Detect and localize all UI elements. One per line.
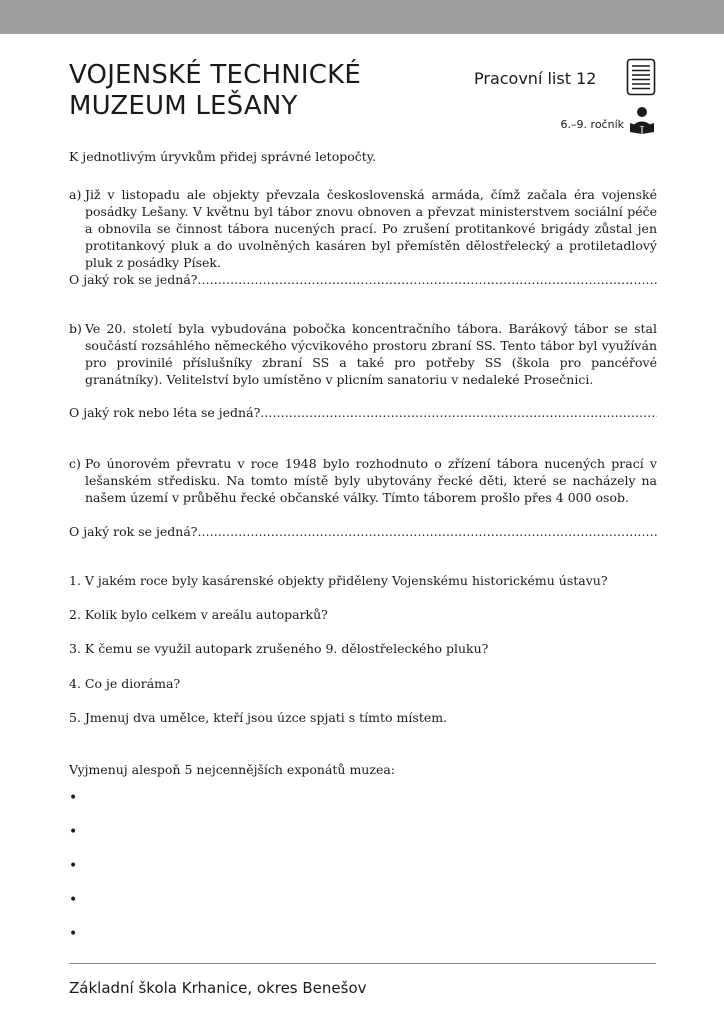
answer-question: O jaký rok se jedná?: [69, 524, 198, 539]
notes-icon: [626, 58, 656, 96]
top-bar: [0, 0, 724, 34]
page-title-line-2: MUZEUM LEŠANY: [69, 91, 298, 121]
page-title-line-1: VOJENSKÉ TECHNICKÉ: [69, 60, 361, 90]
excerpt-label: a): [69, 187, 82, 202]
answer-question: O jaký rok se jedná?: [69, 272, 198, 287]
dotted-line: [260, 404, 657, 421]
page-title: [69, 60, 449, 122]
excerpt-b: [69, 320, 657, 388]
answer-question: O jaký rok nebo léta se jedná?: [69, 405, 261, 420]
dotted-line: [197, 523, 657, 540]
question-4: 4. Co je dioráma?: [69, 676, 181, 691]
reader-icon: [627, 106, 657, 134]
bullet-item[interactable]: •: [69, 926, 78, 942]
answer-line-a[interactable]: [69, 271, 657, 288]
footer-divider: [69, 963, 656, 964]
excerpt-c: [69, 455, 657, 506]
intro-text: K jednotlivým úryvkům přidej správné letopočty.: [69, 149, 377, 164]
bullet-item[interactable]: •: [69, 790, 78, 806]
answer-line-c[interactable]: [69, 523, 657, 540]
excerpt-label: c): [69, 456, 81, 471]
exhibits-prompt: Vyjmenuj alespoň 5 nejcennějších exponátů muzea:: [69, 762, 396, 777]
worksheet-label: Pracovní list 12: [474, 69, 597, 88]
dotted-line: [197, 271, 657, 288]
question-1: 1. V jakém roce byly kasárenské objekty přiděleny Vojenskému historickému ústavu?: [69, 573, 608, 588]
excerpt-a: [69, 186, 657, 271]
answer-line-b[interactable]: [69, 404, 657, 421]
question-3: 3. K čemu se využil autopark zrušeného 9. dělostřeleckého pluku?: [69, 641, 489, 656]
footer-school: Základní škola Krhanice, okres Benešov: [69, 979, 367, 997]
excerpt-label: b): [69, 321, 82, 336]
bullet-item[interactable]: •: [69, 858, 78, 874]
excerpt-text: Po únorovém převratu v roce 1948 bylo rozhodnuto o zřízení tábora nucených prací v lešanském středisku. Na tomto místě byly ubytovány řecké děti, které se nacházely na našem území v průběhu řecké občanské války. Tímto táborem prošlo přes 4 000 osob.: [85, 456, 657, 505]
question-2: 2. Kolik bylo celkem v areálu autoparků?: [69, 607, 328, 622]
question-5: 5. Jmenuj dva umělce, kteří jsou úzce spjati s tímto místem.: [69, 710, 448, 725]
grade-label: 6.–9. ročník: [560, 118, 624, 131]
bullet-item[interactable]: •: [69, 892, 78, 908]
excerpt-text: Ve 20. století byla vybudována pobočka koncentračního tábora. Barákový tábor se stal součástí rozsáhlého německého výcvikového prostoru zbraní SS. Tento tábor byl využíván pro provinilé příslušníky zbraní SS a také pro potřeby SS (škola pro pancéřové granátníky). Velitelství bylo umístěno v plicním sanatoriu v nedaleké Prosečnici.: [85, 321, 657, 387]
excerpt-text: Již v listopadu ale objekty převzala československá armáda, čímž začala éra vojenské posádky Lešany. V květnu byl tábor znovu obnoven a převzat ministerstvem sociální péče a obnovila se činnost tábora nucených prací. Po zrušení protitankové brigády zůstal jen protitankový pluk a do uvolněných kasáren byl přemístěn dělostřelecký a protiletadlový pluk z posádky Písek.: [85, 187, 657, 270]
bullet-item[interactable]: •: [69, 824, 78, 840]
